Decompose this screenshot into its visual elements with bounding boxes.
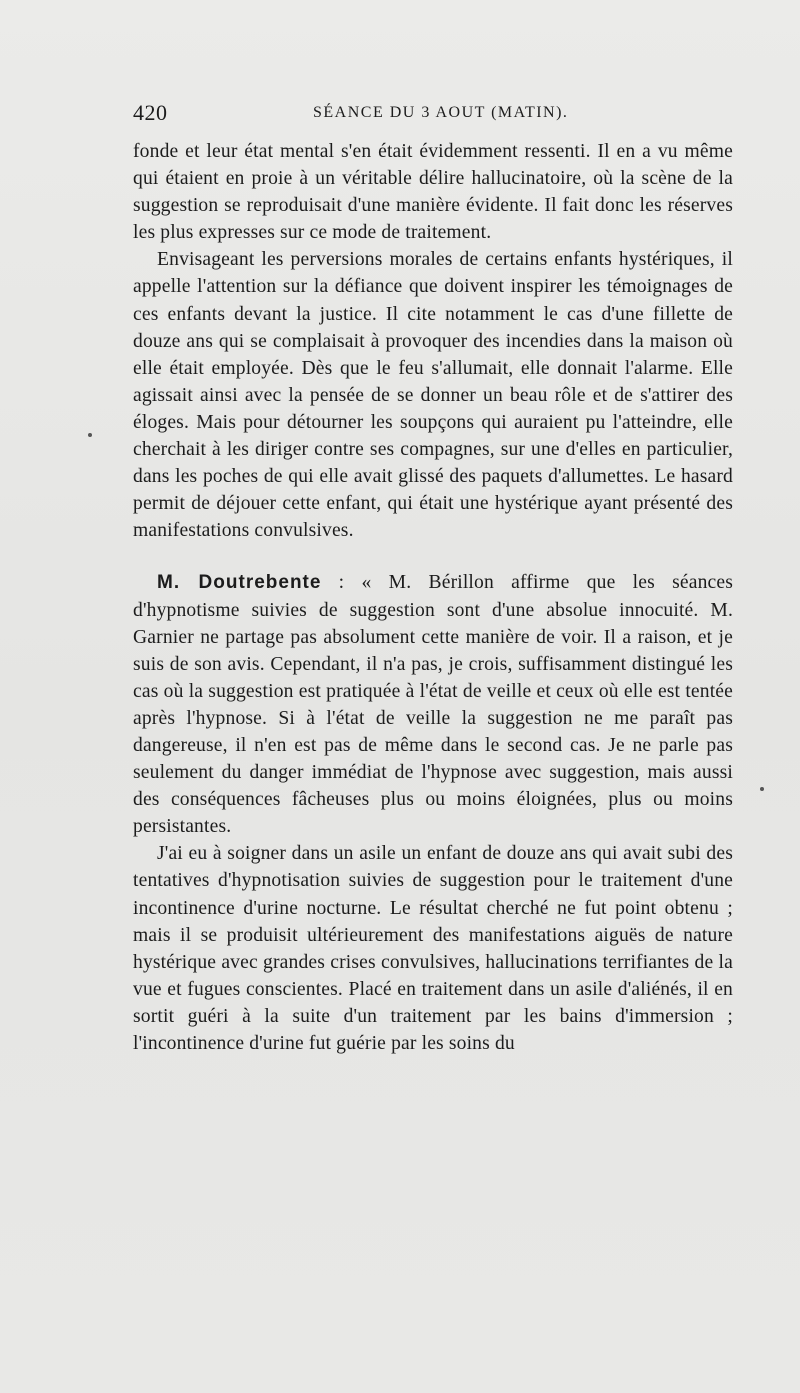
paragraph-doutrebente — [133, 569, 733, 840]
paragraph-case-report: J'ai eu à soigner dans un asile un enfant de douze ans qui avait subi des tentatives d'hypnotisation suivies de suggestion pour le traitement d'une incontinence d'urine nocturne. Le résultat cherché ne fut point obtenu ; mais il se produisit ultérieurement des manifestations aiguës de nature hystérique avec grandes crises convulsives, hallucinations terrifiantes de la vue et fugues conscientes. Placé en traitement dans un asile d'aliénés, il en sortit guéri à la suite d'un traitement par les bains d'immersion ; l'incontinence d'urine fut guérie par les soins du — [133, 843, 733, 1054]
margin-speck — [760, 787, 764, 791]
page-number: 420 — [133, 100, 168, 125]
speaker-text: : « M. Bérillon affirme que les séances d'hypnotisme suivies de suggestion sont d'une absolue innocuité. M. Garnier ne partage pas absolument cette manière de voir. Il a raison, et je suis de son avis. Cependant, il n'a pas, je crois, suffisamment distingué les cas où la suggestion est pratiquée à l'état de veille et ceux où elle est tentée après l'hypnose. Si à l'état de veille la suggestion ne me paraît pas dangereuse, il n'en est pas de même dans le second cas. Je ne parle pas seulement du danger immédiat de l'hypnose avec suggestion, mais aussi des conséquences fâcheuses plus ou moins éloignées, plus ou moins persistantes. — [133, 572, 733, 838]
paragraph-continuation: fonde et leur état mental s'en était évidemment ressenti. Il en a vu même qui étaient en proie à un véritable délire hallucinatoire, où la scène de la suggestion se reproduisait d'une manière évidente. Il fait donc les réserves les plus expresses sur ce mode de traitement. — [133, 141, 733, 244]
margin-speck — [88, 433, 92, 437]
body-text — [133, 138, 733, 1057]
section-spacer — [133, 544, 733, 569]
running-head: SÉANCE DU 3 AOUT (MATIN). — [313, 104, 569, 121]
speaker-name: M. Doutrebente — [157, 572, 322, 594]
page-header — [133, 100, 733, 130]
paragraph-perversions: Envisageant les perversions morales de certains enfants hystériques, il appelle l'attention sur la défiance que doivent inspirer les témoignages de ces enfants devant la justice. Il cite notamment le cas d'une fillette de douze ans qui se complaisait à provoquer des incendies dans la maison où elle était employée. Dès que le feu s'allumait, elle donnait l'alarme. Elle agissait ainsi avec la pensée de se donner un beau rôle et de s'attirer des éloges. Mais pour détourner les soupçons qui auraient pu l'atteindre, elle cherchait à les diriger contre ses compagnes, sur une d'elles en particulier, dans les poches de qui elle avait glissé des paquets d'allumettes. Le hasard permit de déjouer cette enfant, qui était une hystérique ayant présenté des manifestations convulsives. — [133, 249, 733, 542]
